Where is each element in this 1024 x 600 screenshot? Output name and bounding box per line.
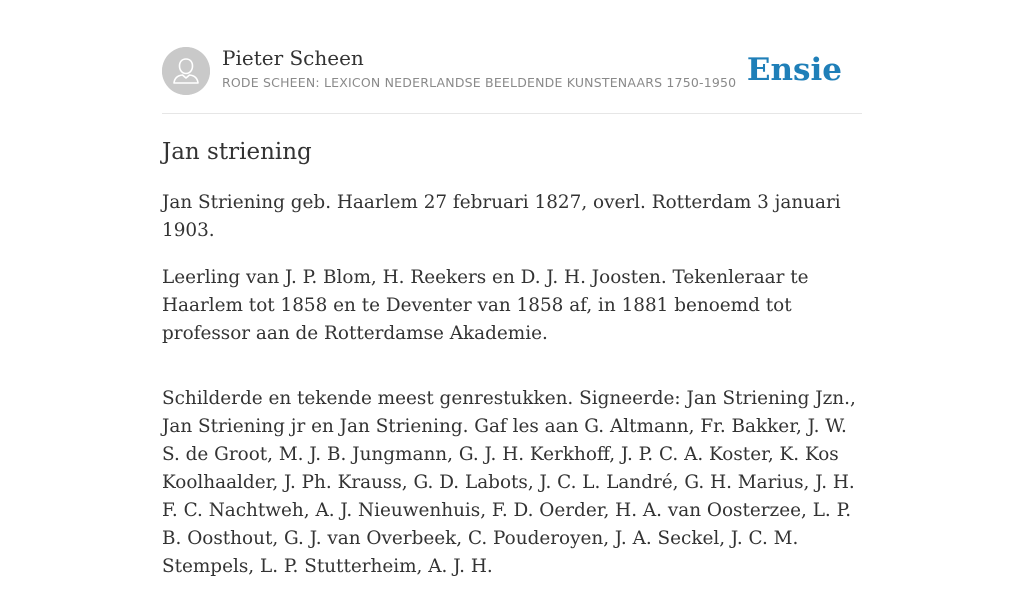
article-paragraph-1: Jan Striening geb. Haarlem 27 februari 1827, overl. Rotterdam 3 januari 1903. — [162, 192, 841, 241]
article-body — [162, 189, 862, 600]
source-title[interactable]: RODE SCHEEN: LEXICON NEDERLANDSE BEELDENDE KUNSTENAARS 1750-1950 — [222, 75, 737, 90]
article-paragraph-2: Leerling van J. P. Blom, H. Reekers en D. J. H. Joosten. Tekenleraar te Haarlem tot 1858 en te Deventer van 1858 af, in 1881 benoemd tot professor aan de Rotterdamse Akademie. — [162, 267, 809, 344]
header-divider — [162, 113, 862, 114]
user-avatar-icon — [162, 47, 210, 95]
article-header — [162, 46, 862, 114]
author-avatar[interactable] — [162, 47, 210, 95]
ensie-logo[interactable]: Ensie — [746, 52, 842, 88]
page-title: Jan striening — [162, 139, 312, 165]
author-name[interactable]: Pieter Scheen — [222, 46, 364, 70]
article-paragraph-3: Schilderde en tekende meest genrestukken. Signeerde: Jan Striening Jzn., Jan Striening jr en Jan Striening. Gaf les aan G. Altmann, Fr. Bakker, J. W. S. de Groot, M. J. B. Jungmann, G. J. H. Kerkhoff, J. P. C. A. Koster, K. Kos Koolhaalder, J. Ph. Krauss, G. D. Labots, J. C. L. Landré, G. H. Marius, J. H. F. C. Nachtweh, A. J. Nieuwenhuis, F. D. Oerder, H. A. van Oosterzee, L. P. B. Oosthout, G. J. van Overbeek, C. Pouderoyen, J. A. Seckel, J. C. M. Stempels, L. P. Stutterheim, A. J. H. — [162, 388, 856, 577]
